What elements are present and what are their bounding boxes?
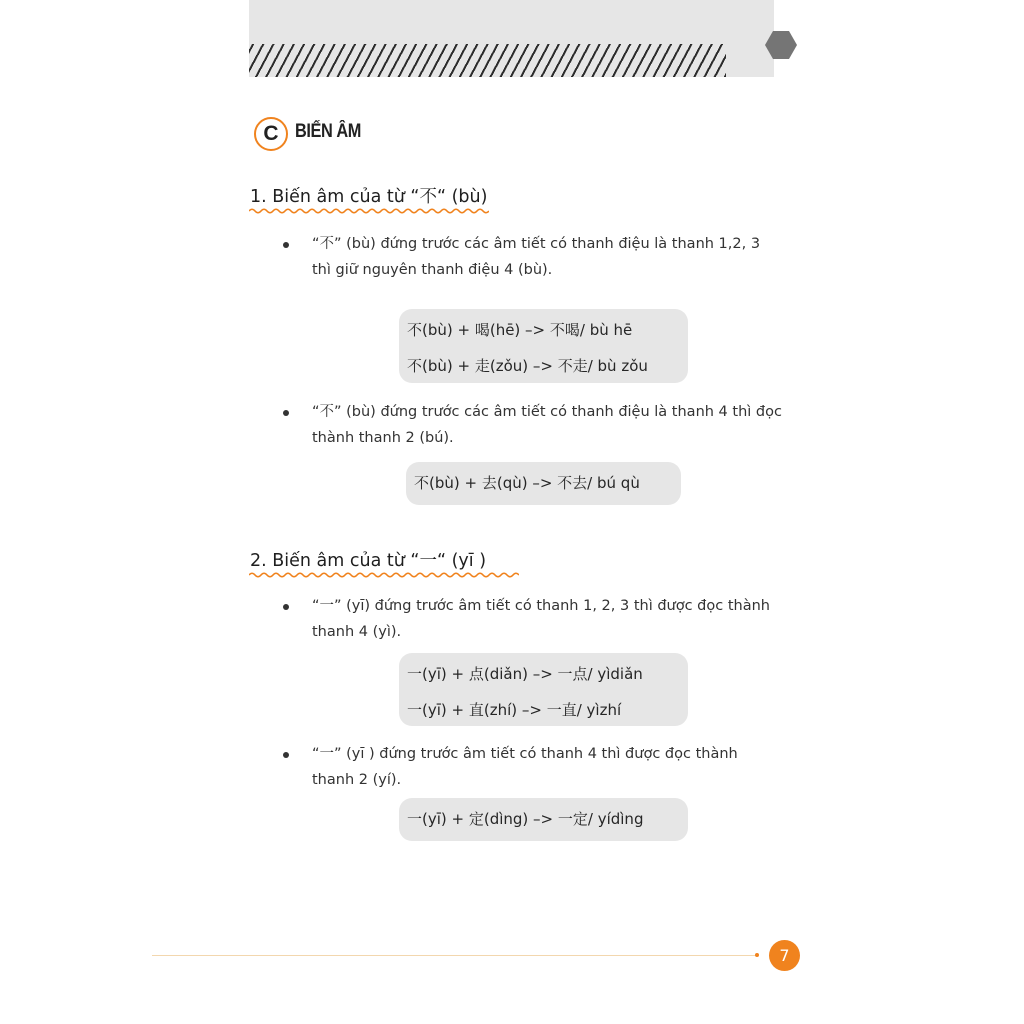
- part1-example-box-2: [406, 462, 681, 505]
- part2-example-box-2: [399, 798, 688, 841]
- example-line: 不(bù) + 去(qù) –> 不去/ bú qù: [414, 474, 640, 492]
- section-badge: C: [254, 117, 288, 151]
- bullet-dot-icon: [283, 752, 289, 758]
- page-number: 7: [769, 940, 800, 971]
- example-line: 不(bù) + 喝(hē) –> 不喝/ bù hē: [407, 321, 633, 339]
- part2-bullet-2-text: “一” (yī ) đứng trước âm tiết có thanh 4 thì được đọc thành thanh 2 (yí).: [312, 746, 738, 788]
- section-title: BIẾN ÂM: [295, 121, 361, 142]
- part1-heading: 1. Biến âm của từ “不“ (bù): [250, 187, 488, 207]
- footer-dot-icon: [755, 953, 759, 957]
- bullet-dot-icon: [283, 242, 289, 248]
- footer-rule: [152, 955, 756, 956]
- part1-bullet-2-text: “不” (bù) đứng trước các âm tiết có thanh điệu là thanh 4 thì đọc thành thanh 2 (bú).: [312, 404, 782, 446]
- part2-example-box-1: [399, 653, 688, 726]
- bullet-dot-icon: [283, 604, 289, 610]
- part2-heading: 2. Biến âm của từ “一“ (yī ): [250, 551, 487, 571]
- part1-bullet-1-text: “不” (bù) đứng trước các âm tiết có thanh điệu là thanh 1,2, 3 thì giữ nguyên thanh điệu 4 (bù).: [312, 236, 761, 278]
- part2-heading-underline: [249, 571, 519, 579]
- example-line: 一(yī) + 点(diǎn) –> 一点/ yìdiǎn: [407, 665, 643, 683]
- part1-example-box-1: [399, 309, 688, 383]
- part2-bullet-1-text: “一” (yī) đứng trước âm tiết có thanh 1, 2, 3 thì được đọc thành thanh 4 (yì).: [312, 598, 770, 640]
- example-line: 不(bù) + 走(zǒu) –> 不走/ bù zǒu: [407, 357, 648, 375]
- part1-heading-underline: [249, 207, 489, 215]
- example-line: 一(yī) + 定(dìng) –> 一定/ yídìng: [407, 810, 644, 828]
- bullet-dot-icon: [283, 410, 289, 416]
- example-line: 一(yī) + 直(zhí) –> 一直/ yìzhí: [407, 701, 622, 719]
- header-hatch-pattern: [249, 44, 726, 77]
